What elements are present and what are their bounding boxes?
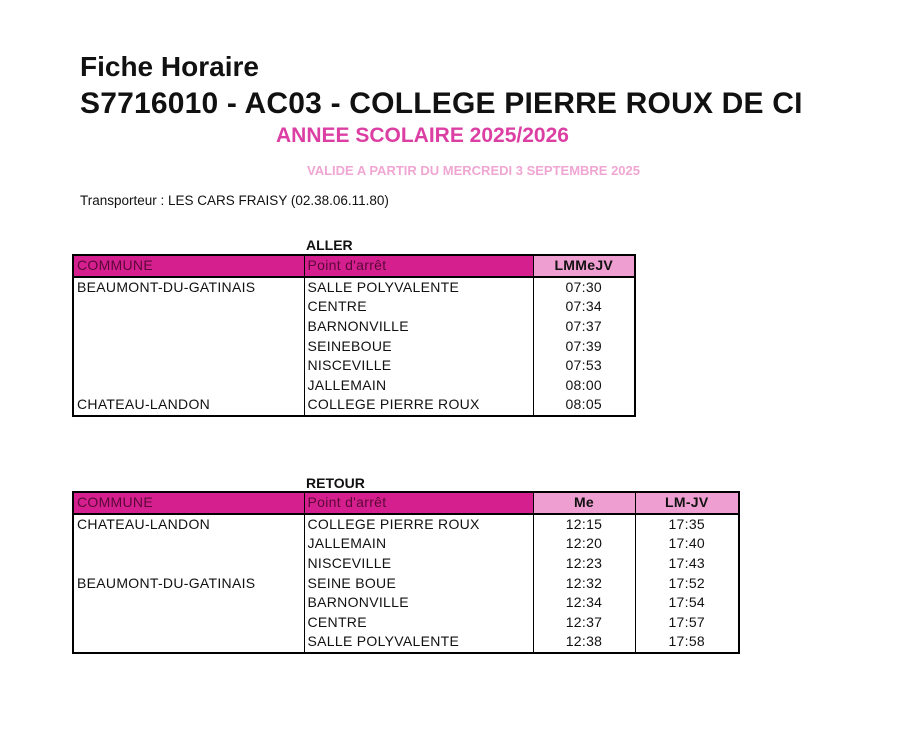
retour-row <box>73 514 739 535</box>
retour-stop-cell: COLLEGE PIERRE ROUX <box>304 514 533 535</box>
retour-row <box>73 613 739 633</box>
validity-notice: VALIDE A PARTIR DU MERCREDI 3 SEPTEMBRE 2025 <box>307 163 640 178</box>
retour-time-cell: 17:57 <box>635 613 739 633</box>
retour-commune-cell: BEAUMONT-DU-GATINAIS <box>73 573 304 593</box>
aller-time-cell: 07:39 <box>533 336 635 356</box>
retour-time-cell: 12:15 <box>533 514 635 535</box>
retour-time-cell: 17:58 <box>635 632 739 653</box>
aller-row <box>73 277 635 298</box>
aller-commune-cell <box>73 317 304 337</box>
aller-header-stop: Point d'arrêt <box>304 255 533 277</box>
school-year-title: ANNEE SCOLAIRE 2025/2026 <box>276 124 569 147</box>
aller-stop-cell: JALLEMAIN <box>304 376 533 396</box>
retour-header-me: Me <box>533 492 635 514</box>
retour-header-lmjv: LM-JV <box>635 492 739 514</box>
retour-header-commune: COMMUNE <box>73 492 304 514</box>
retour-stop-cell: SALLE POLYVALENTE <box>304 632 533 653</box>
retour-row <box>73 593 739 613</box>
aller-row <box>73 376 635 396</box>
aller-commune-cell <box>73 336 304 356</box>
retour-time-cell: 17:54 <box>635 593 739 613</box>
transporteur-info: Transporteur : LES CARS FRAISY (02.38.06.11.80) <box>80 193 389 208</box>
retour-time-cell: 17:40 <box>635 534 739 554</box>
aller-stop-cell: CENTRE <box>304 297 533 317</box>
retour-header-row <box>73 492 739 514</box>
aller-row <box>73 336 635 356</box>
retour-time-cell: 17:52 <box>635 573 739 593</box>
aller-stop-cell: NISCEVILLE <box>304 356 533 376</box>
retour-row <box>73 534 739 554</box>
retour-time-cell: 17:35 <box>635 514 739 535</box>
retour-stop-cell: JALLEMAIN <box>304 534 533 554</box>
aller-header-row <box>73 255 635 277</box>
aller-commune-cell <box>73 297 304 317</box>
aller-stop-cell: SEINEBOUE <box>304 336 533 356</box>
aller-timetable <box>72 254 636 417</box>
aller-stop-cell: BARNONVILLE <box>304 317 533 337</box>
retour-stop-cell: BARNONVILLE <box>304 593 533 613</box>
aller-time-cell: 07:37 <box>533 317 635 337</box>
aller-header-lmmejv: LMMeJV <box>533 255 635 277</box>
retour-label: RETOUR <box>306 475 365 491</box>
retour-header-stop: Point d'arrêt <box>304 492 533 514</box>
aller-header-commune: COMMUNE <box>73 255 304 277</box>
aller-commune-cell: BEAUMONT-DU-GATINAIS <box>73 277 304 298</box>
retour-stop-cell: CENTRE <box>304 613 533 633</box>
aller-row <box>73 395 635 416</box>
retour-commune-cell <box>73 593 304 613</box>
retour-commune-cell <box>73 554 304 574</box>
retour-time-cell: 17:43 <box>635 554 739 574</box>
aller-commune-cell <box>73 356 304 376</box>
aller-label: ALLER <box>306 237 353 253</box>
retour-time-cell: 12:32 <box>533 573 635 593</box>
retour-row <box>73 554 739 574</box>
retour-time-cell: 12:23 <box>533 554 635 574</box>
retour-time-cell: 12:38 <box>533 632 635 653</box>
aller-stop-cell: SALLE POLYVALENTE <box>304 277 533 298</box>
retour-commune-cell <box>73 534 304 554</box>
retour-commune-cell: CHATEAU-LANDON <box>73 514 304 535</box>
aller-time-cell: 07:53 <box>533 356 635 376</box>
aller-time-cell: 08:05 <box>533 395 635 416</box>
aller-row <box>73 297 635 317</box>
aller-time-cell: 08:00 <box>533 376 635 396</box>
retour-time-cell: 12:34 <box>533 593 635 613</box>
aller-commune-cell: CHATEAU-LANDON <box>73 395 304 416</box>
retour-row <box>73 573 739 593</box>
retour-stop-cell: SEINE BOUE <box>304 573 533 593</box>
aller-row <box>73 356 635 376</box>
aller-row <box>73 317 635 337</box>
retour-time-cell: 12:37 <box>533 613 635 633</box>
aller-stop-cell: COLLEGE PIERRE ROUX <box>304 395 533 416</box>
retour-commune-cell <box>73 632 304 653</box>
retour-row <box>73 632 739 653</box>
retour-commune-cell <box>73 613 304 633</box>
aller-commune-cell <box>73 376 304 396</box>
retour-timetable <box>72 491 740 654</box>
retour-time-cell: 12:20 <box>533 534 635 554</box>
line-code-title: S7716010 - AC03 - COLLEGE PIERRE ROUX DE CI <box>80 87 803 120</box>
aller-time-cell: 07:30 <box>533 277 635 298</box>
page-title: Fiche Horaire <box>80 51 259 82</box>
retour-stop-cell: NISCEVILLE <box>304 554 533 574</box>
aller-time-cell: 07:34 <box>533 297 635 317</box>
